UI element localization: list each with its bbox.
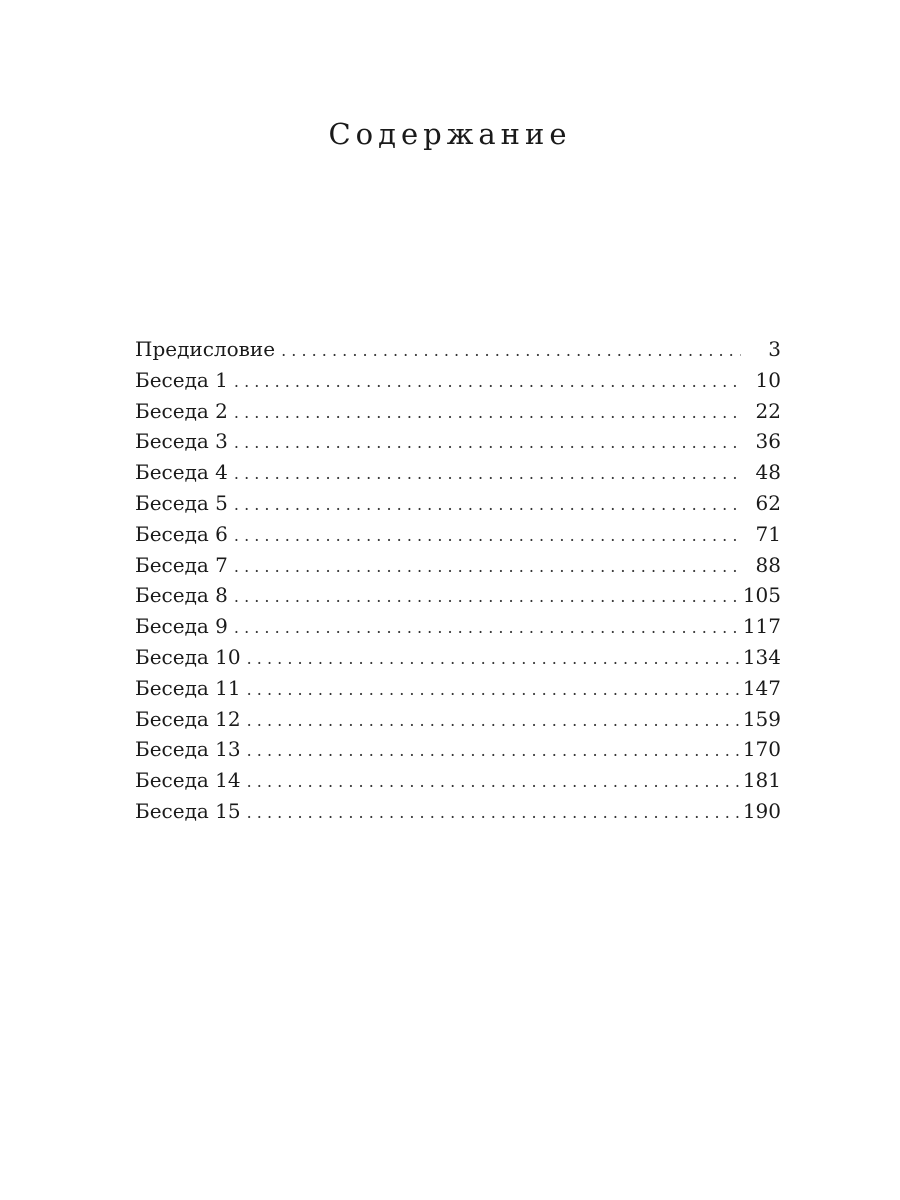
toc-entry-title: Беседа 1 [135,367,228,392]
toc-entry-page-number: 3 [768,337,781,361]
toc-entry-title: Беседа 9 [135,614,228,639]
toc-entry[interactable] [135,765,781,796]
toc-entry-page-number: 10 [755,367,781,392]
dot-leader [234,582,741,613]
dot-leader [234,459,741,490]
dot-leader [247,736,741,767]
toc-entry[interactable] [135,396,781,427]
toc-entry-page-number: 62 [755,490,781,515]
toc-entry-page-number: 105 [742,583,781,608]
toc-entry[interactable] [135,704,781,735]
dot-leader [234,367,741,398]
toc-entry-page-number: 190 [742,798,781,823]
toc-entry-page-number: 170 [742,737,781,762]
dot-leader [247,798,741,829]
toc-entry[interactable] [135,673,781,704]
toc-entry-page-number: 134 [742,644,781,669]
page-title: Содержание [328,117,572,151]
toc-entry-title: Предисловие [135,337,276,361]
dot-leader [234,398,741,429]
toc-entry-page-number: 147 [742,675,781,700]
toc-entry-title: Беседа 3 [135,429,228,454]
toc-entry[interactable] [135,488,781,519]
dot-leader [247,767,741,798]
toc-entry-page-number: 48 [755,460,781,485]
dot-leader [281,336,741,367]
toc-entry-page-number: 159 [742,706,781,731]
toc-entry-title: Беседа 2 [135,398,228,423]
dot-leader [234,428,741,459]
toc-entry-title: Беседа 4 [135,460,228,485]
toc-entry-title: Беседа 14 [135,768,241,793]
toc-entry-title: Беседа 11 [135,675,241,700]
toc-entry-page-number: 36 [755,429,781,454]
toc-entry-title: Беседа 5 [135,490,228,515]
toc-entry-title: Беседа 6 [135,521,228,546]
toc-entry[interactable] [135,796,781,827]
toc-entry[interactable] [135,734,781,765]
toc-entry-title: Беседа 7 [135,552,228,577]
toc-entry[interactable] [135,457,781,488]
dot-leader [234,552,741,583]
toc-entry[interactable] [135,611,781,642]
toc-entry[interactable] [135,365,781,396]
toc-entry[interactable] [135,580,781,611]
dot-leader [234,521,741,552]
toc-entry-title: Беседа 8 [135,583,228,608]
toc-entry-title: Беседа 15 [135,798,241,823]
dot-leader [247,706,741,737]
dot-leader [234,490,741,521]
toc-entry-page-number: 181 [742,768,781,793]
toc-entry-title: Беседа 13 [135,737,241,762]
toc-entry[interactable] [135,334,781,365]
toc-entry-page-number: 88 [755,552,781,577]
toc-entry[interactable] [135,426,781,457]
toc-entry-title: Беседа 12 [135,706,241,731]
dot-leader [247,675,741,706]
toc-entry[interactable] [135,642,781,673]
toc-entry[interactable] [135,550,781,581]
dot-leader [234,613,741,644]
toc-entry-page-number: 71 [755,521,781,546]
toc-entry-page-number: 117 [742,614,781,639]
toc-entry-page-number: 22 [755,398,781,423]
toc-entry[interactable] [135,519,781,550]
dot-leader [247,644,741,675]
table-of-contents [135,334,781,827]
toc-entry-title: Беседа 10 [135,644,241,669]
